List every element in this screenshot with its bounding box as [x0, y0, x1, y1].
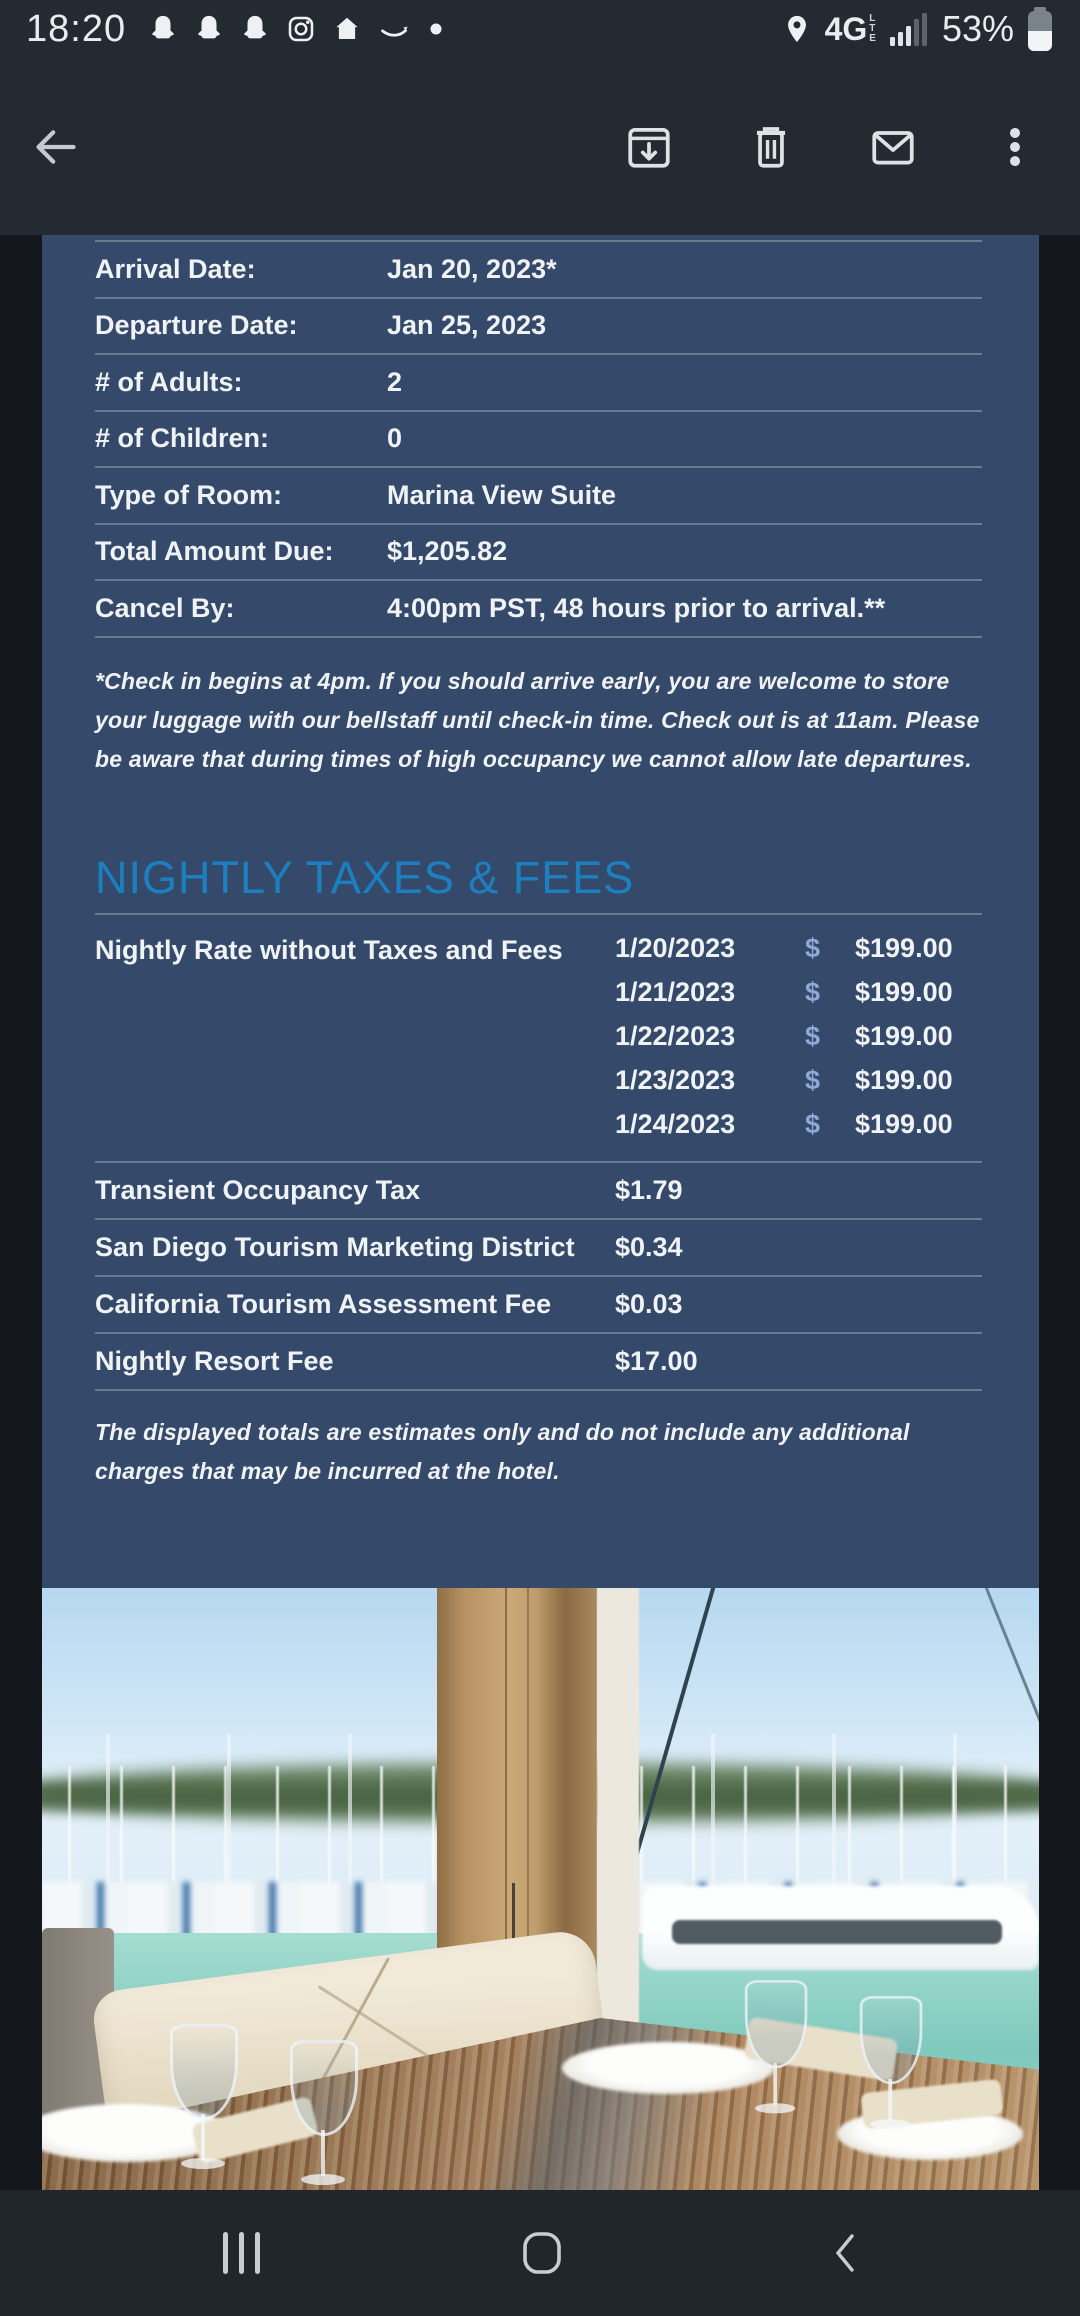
rate-amount: $199.00	[855, 1021, 953, 1051]
currency-symbol: $	[805, 1021, 821, 1051]
fee-value: $17.00	[615, 1345, 698, 1376]
snapchat-icon	[240, 14, 270, 44]
rate-amount: $199.00	[855, 933, 953, 963]
network-lte-label: L T E	[869, 13, 876, 44]
currency-symbol: $	[805, 1109, 821, 1139]
signal-strength-icon	[888, 9, 930, 49]
reservation-row-label: Type of Room:	[95, 479, 282, 510]
navigation-bar	[0, 2190, 1080, 2316]
battery-percent-text: 53%	[941, 8, 1014, 49]
fee-label: Nightly Resort Fee	[95, 1345, 334, 1376]
notification-icons	[148, 14, 444, 44]
rate-row	[615, 1015, 982, 1059]
location-pin-icon	[781, 12, 813, 46]
currency-symbol: $	[805, 933, 821, 963]
amazon-icon	[378, 14, 412, 44]
home-button[interactable]	[518, 2229, 566, 2277]
wine-glass	[170, 2024, 240, 2174]
photo-plate	[562, 2042, 774, 2094]
wine-glass	[745, 1980, 809, 2118]
reservation-row	[95, 355, 982, 412]
clock-text: 18:20	[26, 7, 127, 50]
recents-icon	[223, 2232, 260, 2274]
rate-row	[615, 1059, 982, 1103]
rate-amount: $199.00	[855, 1109, 953, 1139]
back-button[interactable]	[28, 121, 80, 173]
reservation-row-value: $1,205.82	[387, 536, 508, 567]
network-type-label: 4G	[824, 10, 868, 47]
rate-row	[615, 1103, 982, 1147]
overflow-menu-button[interactable]	[990, 122, 1040, 172]
fees-table	[95, 1161, 982, 1391]
archive-icon	[624, 122, 674, 172]
disclaimer-note: The displayed totals are estimates only and do not include any additional charges that may be incurred at the hotel.	[95, 1418, 910, 1484]
rate-date: 1/22/2023	[615, 1021, 736, 1051]
reservation-row-label: Total Amount Due:	[95, 536, 334, 567]
reservation-row-value: Marina View Suite	[387, 479, 617, 510]
reservation-row-label: Cancel By:	[95, 592, 235, 623]
reservation-row	[95, 468, 982, 525]
reservation-row	[95, 242, 982, 299]
email-scroll-area[interactable]	[42, 235, 1039, 2190]
delete-button[interactable]	[746, 122, 796, 172]
smart-home-icon	[332, 14, 362, 44]
rate-date: 1/23/2023	[615, 1065, 736, 1095]
battery-icon	[1026, 6, 1054, 52]
email-toolbar	[0, 58, 1080, 235]
fee-label: San Diego Tourism Marketing District	[95, 1231, 575, 1262]
instagram-icon	[286, 14, 316, 44]
nightly-rates-rows	[615, 927, 982, 1147]
back-chevron-icon	[822, 2229, 870, 2277]
envelope-icon	[868, 122, 918, 172]
wine-glass	[290, 2040, 360, 2190]
fee-row	[95, 1332, 982, 1389]
hotel-photo[interactable]	[42, 1588, 1039, 2190]
reservation-row	[95, 299, 982, 356]
rate-amount: $199.00	[855, 1065, 953, 1095]
nightly-rates-table	[95, 913, 982, 1161]
section-heading: NIGHTLY TAXES & FEES	[95, 851, 635, 903]
nav-back-button[interactable]	[822, 2229, 870, 2277]
status-bar	[0, 0, 1080, 58]
toolbar-actions	[624, 122, 1040, 172]
fee-value: $1.79	[615, 1174, 683, 1205]
checkin-note: *Check in begins at 4pm. If you should arrive early, you are welcome to store your luggage with our bellstaff until check-in time. Check out is at 11am. Please be aware that during times of high occupancy we cannot allow late departures.	[95, 667, 980, 772]
reservation-row-label: Arrival Date:	[95, 253, 256, 284]
rate-date: 1/20/2023	[615, 933, 736, 963]
fee-row	[95, 1161, 982, 1218]
reservation-row-value: 0	[387, 423, 403, 454]
fee-value: $0.34	[615, 1231, 683, 1262]
reservation-row-value: 4:00pm PST, 48 hours prior to arrival.**	[387, 592, 886, 623]
status-bar-right	[781, 6, 1054, 52]
archive-button[interactable]	[624, 122, 674, 172]
reservation-row-value: Jan 20, 2023*	[387, 253, 557, 284]
reservation-row	[95, 412, 982, 469]
snapchat-icon	[148, 14, 178, 44]
reservation-row-label: # of Children:	[95, 423, 269, 454]
reservation-row	[95, 581, 982, 638]
photo-yacht-windows	[672, 1920, 1002, 1944]
photo-window-frame	[597, 1588, 639, 2060]
network-indicator	[825, 11, 876, 48]
arrow-left-icon	[28, 121, 80, 173]
currency-symbol: $	[805, 1065, 821, 1095]
mark-unread-button[interactable]	[868, 122, 918, 172]
reservation-row-label: # of Adults:	[95, 366, 243, 397]
trash-icon	[746, 122, 796, 172]
fee-label: California Tourism Assessment Fee	[95, 1288, 552, 1319]
fee-row	[95, 1218, 982, 1275]
recents-button[interactable]	[217, 2229, 265, 2277]
snapchat-icon	[194, 14, 224, 44]
wine-glass	[860, 1996, 924, 2134]
nightly-rates-label: Nightly Rate without Taxes and Fees	[95, 934, 563, 965]
reservation-row-value: 2	[387, 366, 403, 397]
fee-label: Transient Occupancy Tax	[95, 1174, 421, 1205]
more-vertical-icon	[990, 122, 1040, 172]
currency-symbol: $	[805, 977, 821, 1007]
rate-amount: $199.00	[855, 977, 953, 1007]
fee-value: $0.03	[615, 1288, 683, 1319]
rate-date: 1/24/2023	[615, 1109, 736, 1139]
home-icon	[518, 2229, 566, 2277]
reservation-row-value: Jan 25, 2023	[387, 310, 547, 341]
email-content	[42, 240, 1039, 1491]
rate-date: 1/21/2023	[615, 977, 736, 1007]
reservation-row-label: Departure Date:	[95, 310, 298, 341]
notification-dot-icon	[428, 21, 444, 37]
fee-row	[95, 1275, 982, 1332]
rate-row	[615, 927, 982, 971]
reservation-row	[95, 525, 982, 582]
rate-row	[615, 971, 982, 1015]
reservation-table	[95, 240, 982, 638]
